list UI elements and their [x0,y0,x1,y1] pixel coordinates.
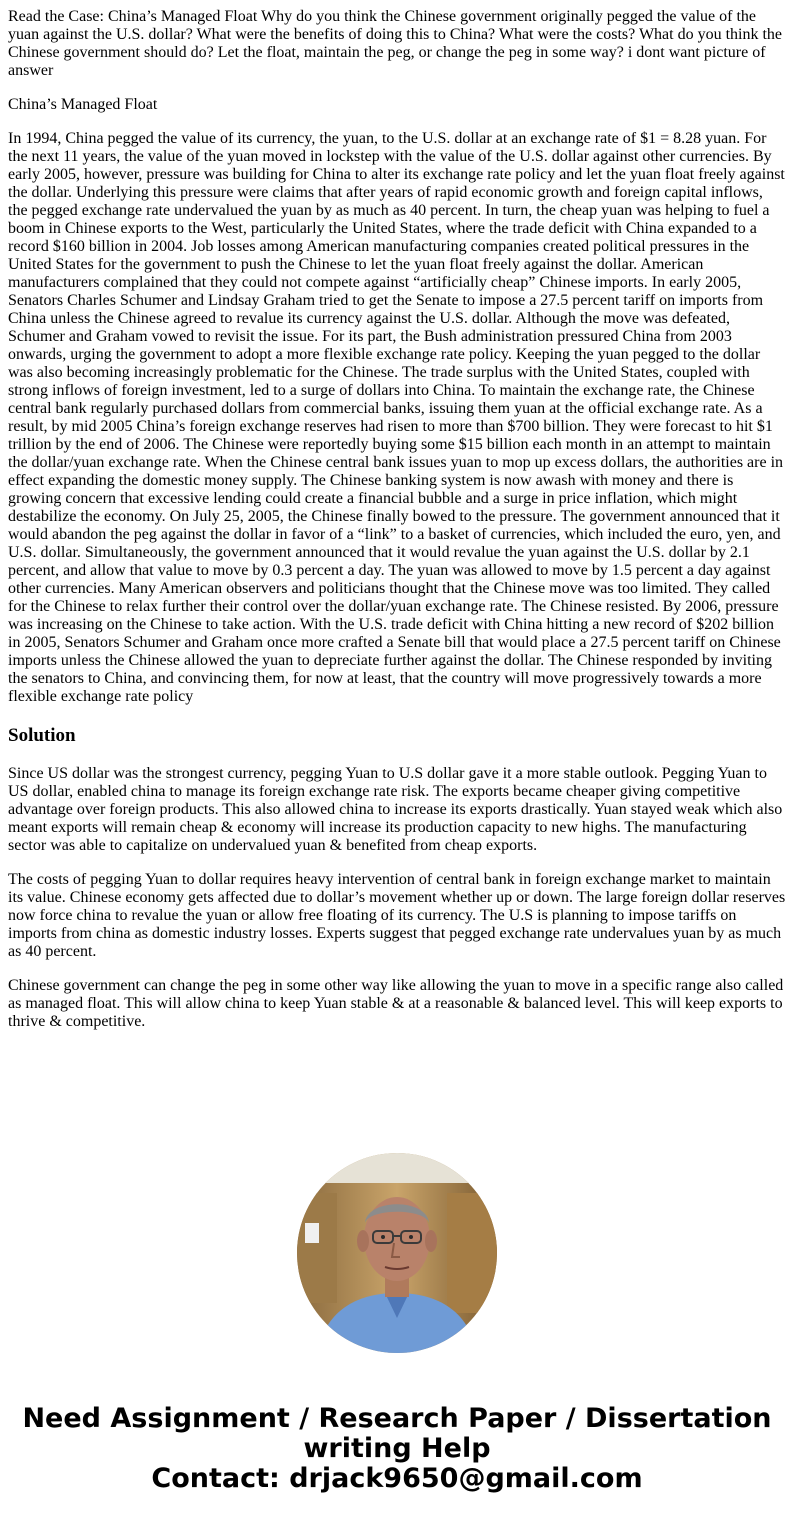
promo-contact: Contact: drjack9650@gmail.com [151,1463,643,1494]
author-photo-icon [297,1153,497,1353]
solution-paragraph-1: Since US dollar was the strongest currency, pegging Yuan to U.S dollar gave it a more stable outlook. Pegging Yuan to US dollar, enabled china to manage its foreign exchange rate risk. The exports became cheaper giving competitive advantage over foreign products. This also allowed china to increase its exports drastically. Yuan stayed weak which also meant exports will remain cheap & economy will increase its production capacity to new highs. The manufacturing sector was able to capitalize on undervalued yuan & benefited from cheap exports. [8,765,783,854]
author-avatar [297,1153,497,1353]
promo-banner [0,1404,794,1494]
document-body [8,8,786,1047]
case-text: In 1994, China pegged the value of its currency, the yuan, to the U.S. dollar at an exchange rate of $1 = 8.28 yuan. For the next 11 years, the value of the yuan moved in lockstep with the value of the U.S. dollar against other currencies. By early 2005, however, pressure was building for China to alter its exchange rate policy and let the yuan float freely against the dollar. Underlying this pressure were claims that after years of rapid economic growth and foreign capital inflows, the pegged exchange rate undervalued the yuan by as much as 40 percent. In turn, the cheap yuan was helping to fuel a boom in Chinese exports to the West, particularly the United States, where the trade deficit with China expanded to a record $160 billion in 2004. Job losses among American manufacturing companies created political pressures in the United States for the government to push the Chinese to let the yuan float freely against the dollar. American manufacturers complained that they could not compete against “artificially cheap” Chinese imports. In early 2005, Senators Charles Schumer and Lindsay Graham tried to get the Senate to impose a 27.5 percent tariff on imports from China unless the Chinese agreed to revalue its currency against the U.S. dollar. Although the move was defeated, Schumer and Graham vowed to revisit the issue. For its part, the Bush administration pressured China from 2003 onwards, urging the government to adopt a more flexible exchange rate policy. Keeping the yuan pegged to the dollar was also becoming increasingly problematic for the Chinese. The trade surplus with the United States, coupled with strong inflows of foreign investment, led to a surge of dollars into China. To maintain the exchange rate, the Chinese central bank regularly purchased dollars from commercial banks, issuing them yuan at the official exchange rate. As a result, by mid 2005 China’s foreign exchange reserves had risen to more than $700 billion. They were forecast to hit $1 trillion by the end of 2006. The Chinese were reportedly buying some $15 billion each month in an attempt to maintain the dollar/yuan exchange rate. When the Chinese central bank issues yuan to mop up excess dollars, the authorities are in effect expanding the domestic money supply. The Chinese banking system is now awash with money and there is growing concern that excessive lending could create a financial bubble and a surge in price inflation, which might destabilize the economy. On July 25, 2005, the Chinese finally bowed to the pressure. The government announced that it would abandon the peg against the dollar in favor of a “link” to a basket of currencies, which included the euro, yen, and U.S. dollar. Simultaneously, the government announced that it would revalue the yuan against the U.S. dollar by 2.1 percent, and allow that value to move by 0.3 percent a day. The yuan was allowed to move by 1.5 percent a day against other currencies. Many American observers and politicians thought that the Chinese move was too limited. They called for the Chinese to relax further their control over the dollar/yuan exchange rate. The Chinese resisted. By 2006, pressure was increasing on the Chinese to take action. With the U.S. trade deficit with China hitting a new record of $202 billion in 2005, Senators Schumer and Graham once more crafted a Senate bill that would place a 27.5 percent tariff on Chinese imports unless the Chinese allowed the yuan to depreciate further against the dollar. The Chinese responded by inviting the senators to China, and convincing them, for now at least, that the country will move progressively towards a more flexible exchange rate policy [8,130,785,705]
solution-paragraph-2: The costs of pegging Yuan to dollar requires heavy intervention of central bank in foreign exchange market to maintain its value. Chinese economy gets affected due to dollar’s movement whether up or down. The large foreign dollar reserves now force china to revalue the yuan or allow free floating of its currency. The U.S is planning to impose tariffs on imports from china as domestic industry losses. Experts suggest that pegged exchange rate undervalues yuan by as much as 40 percent. [8,871,786,960]
case-title: China’s Managed Float [8,96,158,113]
solution-heading: Solution [8,725,76,746]
promo-line-1: Need Assignment / Research Paper / Dissertation [22,1403,772,1434]
question-prompt: Read the Case: China’s Managed Float Why do you think the Chinese government originally pegged the value of the yuan against the U.S. dollar? What were the benefits of doing this to China? What were the costs? What do you think the Chinese government should do? Let the float, maintain the peg, or change the peg in some way? i dont want picture of answer [8,8,783,79]
solution-paragraph-3: Chinese government can change the peg in some other way like allowing the yuan to move in a specific range also called as managed float. This will allow china to keep Yuan stable & at a reasonable & balanced level. This will keep exports to thrive & competitive. [8,977,784,1030]
promo-line-2: writing Help [303,1433,491,1464]
